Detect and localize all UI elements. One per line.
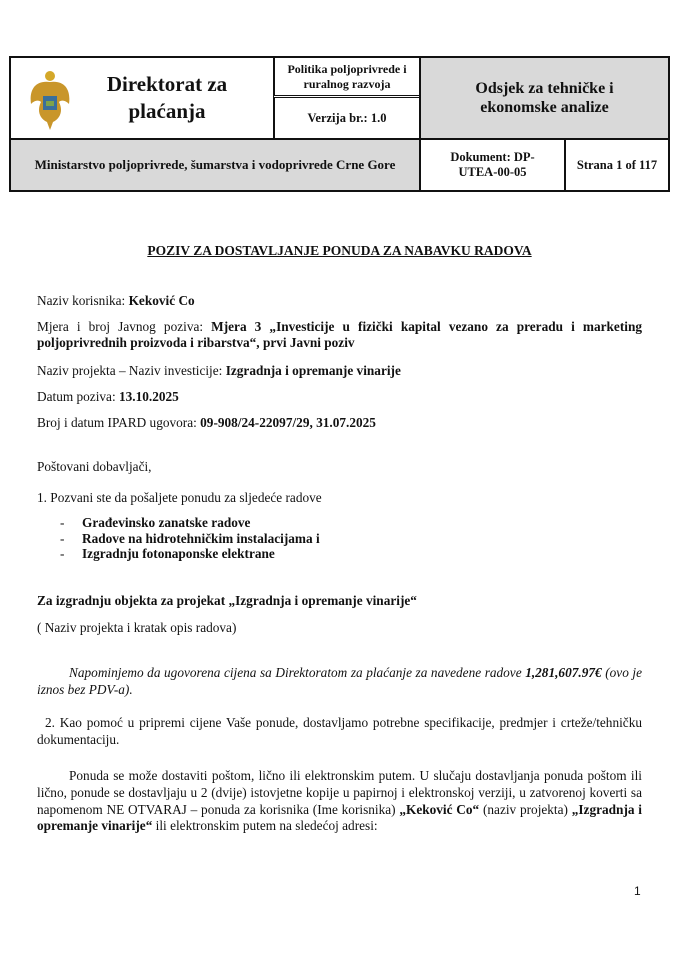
document-id-cell: Dokument: DP-UTEA-00-05: [419, 138, 564, 190]
ministry-cell: Ministarstvo poljoprivrede, šumarstva i vodoprivrede Crne Gore: [11, 138, 419, 190]
list-item: - Izgradnju fotonaponske elektrane: [60, 546, 275, 561]
price-note: [37, 664, 642, 698]
item-2: 2. Kao pomoć u pripremi cijene Vaše ponude, dostavljamo potrebne specifikacije, predmjer i crteže/tehničku dokumentaciju.: [37, 715, 642, 747]
field-project: [37, 363, 642, 379]
greeting: Poštovani dobavljači,: [37, 459, 152, 474]
field-label: Datum poziva:: [37, 389, 119, 404]
list-item: - Radove na hidrotehničkim instalacijama i: [60, 530, 320, 546]
project-heading: Za izgradnju objekta za projekat „Izgradnja i opremanje vinarije“: [37, 593, 417, 608]
coat-of-arms-icon: [25, 70, 75, 132]
field-value: Keković Co: [128, 293, 195, 308]
field-label: Naziv korisnika:: [37, 293, 129, 308]
department-cell: Odsjek za tehničke i ekonomske analize: [419, 58, 668, 138]
field-value: 13.10.2025: [118, 389, 179, 404]
document-header-table: [9, 56, 670, 192]
list-item: - Građevinsko zanatske radove: [60, 515, 251, 530]
works-list: [60, 515, 320, 562]
policy-cell: Politika poljoprivrede i ruralnog razvoja: [273, 58, 419, 98]
field-date: [37, 389, 642, 405]
delivery-paragraph: [37, 768, 642, 835]
field-label: Naziv projekta – Naziv investicije:: [37, 363, 226, 378]
field-measure: [37, 319, 642, 351]
delivery-text: Ponuda se može dostaviti poštom, lično ili elektronskim putem. U slučaju dostavljanja ponuda poštom ili lično, ponude se dostavljaju u 2 (dvije) istovjetne kopije u papirnoj i elektronskoj verziji, u zatvorenoj koverti sa napomenom NE OTVARAJ – ponuda za korisnika (Ime korisnika): [37, 768, 642, 817]
contract-amount: 1,281,607.97€: [525, 665, 602, 680]
project-note: ( Naziv projekta i kratak opis radova): [37, 620, 237, 635]
price-note-text: Napominjemo da ugovorena cijena sa Direktoratom za plaćanje za navedene radove: [69, 665, 522, 680]
field-value: 09-908/24-22097/29, 31.07.2025: [200, 415, 376, 430]
delivery-text: (naziv projekta): [479, 801, 572, 817]
field-contract: [37, 415, 642, 431]
page-number: 1: [634, 884, 641, 898]
delivery-text: ili elektronskim putem na sledećoj adresi:: [152, 818, 378, 834]
field-client: [37, 293, 642, 309]
version-cell: Verzija br.: 1.0: [273, 98, 419, 138]
item-1: 1. Pozvani ste da pošaljete ponudu za sljedeće radove: [37, 490, 322, 505]
delivery-client: „Keković Co“: [399, 801, 480, 817]
field-value: Izgradnja i opremanje vinarije: [225, 363, 401, 378]
field-label: Broj i datum IPARD ugovora:: [37, 415, 201, 430]
delivery-project: „Izgradnja i opremanje vinarije“: [37, 801, 642, 834]
page-count-cell: Strana 1 of 117: [564, 138, 668, 190]
field-value: Mjera 3 „Investicije u fizički kapital vezano za preradu i marketing poljoprivrednih proizvoda i ribarstva“, prvi Javni poziv: [37, 319, 642, 350]
price-note-suffix: (ovo je iznos bez PDV-a).: [37, 665, 642, 697]
field-label: Mjera i broj Javnog poziva:: [37, 319, 212, 334]
page-title: POZIV ZA DOSTAVLJANJE PONUDA ZA NABAVKU RADOVA: [147, 243, 532, 258]
org-title: Direktorat za plaćanja: [106, 71, 228, 123]
